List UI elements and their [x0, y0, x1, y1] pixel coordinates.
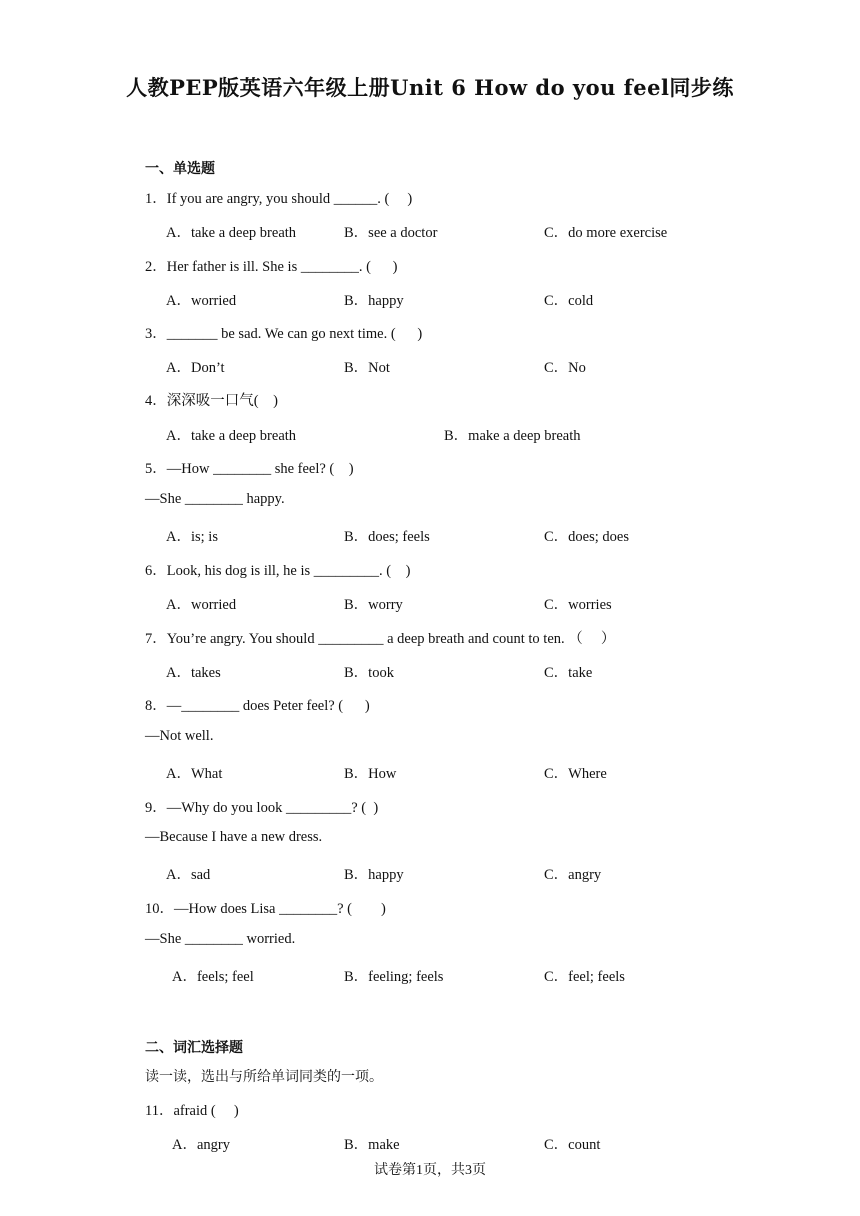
- question-9-line2: —Because I have a new dress.: [145, 829, 323, 845]
- question-8-option-c: C．Where: [544, 766, 607, 782]
- question-6-option-b: B．worry: [344, 597, 403, 613]
- question-3-option-b: B．Not: [344, 360, 390, 376]
- question-2-option-a: A．worried: [166, 293, 237, 309]
- question-2-option-c: C．cold: [544, 293, 594, 309]
- page-footer: 试卷第1页，共3页: [374, 1163, 486, 1178]
- question-2-stem: 2．Her father is ill. She is ________. ( ): [145, 259, 398, 275]
- question-9-option-c: C．angry: [544, 867, 602, 883]
- question-9-option-b: B．happy: [344, 867, 404, 883]
- question-7-stem: 7．You’re angry. You should _________ a deep breath and count to ten. （ ）: [145, 631, 616, 647]
- question-10-line2: —She ________ worried.: [145, 931, 296, 947]
- question-5-option-b: B．does; feels: [344, 529, 430, 545]
- question-1-stem: 1．If you are angry, you should ______. ( ): [145, 191, 413, 207]
- question-4-stem: 4．深深吸一口气( ): [145, 393, 278, 409]
- question-11-stem: 11．afraid ( ): [145, 1103, 239, 1119]
- question-5-option-a: A．is; is: [166, 529, 218, 545]
- question-4-option-b: B．make a deep breath: [444, 428, 581, 444]
- question-11-option-c: C．count: [544, 1137, 601, 1153]
- question-5-line2: —She ________ happy.: [145, 491, 285, 507]
- question-9-stem: 9．—Why do you look _________? ( ): [145, 800, 379, 816]
- question-7-option-c: C．take: [544, 665, 593, 681]
- question-10-stem: 10．—How does Lisa ________? ( ): [145, 901, 386, 917]
- question-8-option-b: B．How: [344, 766, 397, 782]
- question-8-line2: —Not well.: [145, 728, 214, 744]
- question-8-option-a: A．What: [166, 766, 223, 782]
- question-6-option-a: A．worried: [166, 597, 237, 613]
- question-4-option-a: A．take a deep breath: [166, 428, 297, 444]
- question-11-option-a: A．angry: [172, 1137, 230, 1153]
- section-heading-vocabulary: 二、词汇选择题: [145, 1040, 243, 1056]
- question-1-option-a: A．take a deep breath: [166, 225, 297, 241]
- question-6-option-c: C．worries: [544, 597, 612, 613]
- question-11-option-b: B．make: [344, 1137, 400, 1153]
- question-10-option-c: C．feel; feels: [544, 969, 625, 985]
- question-10-option-b: B．feeling; feels: [344, 969, 444, 985]
- question-2-option-b: B．happy: [344, 293, 404, 309]
- question-5-stem: 5．—How ________ she feel? ( ): [145, 461, 354, 477]
- question-3-option-c: C．No: [544, 360, 586, 376]
- question-8-stem: 8．—________ does Peter feel? ( ): [145, 698, 370, 714]
- question-3-stem: 3．_______ be sad. We can go next time. ( ): [145, 326, 423, 342]
- section-heading-single-choice: 一、单选题: [145, 161, 215, 177]
- question-1-option-b: B．see a doctor: [344, 225, 438, 241]
- question-9-option-a: A．sad: [166, 867, 211, 883]
- page-title: 人教PEP版英语六年级上册Unit 6 How do you feel同步练: [126, 75, 734, 100]
- question-1-option-c: C．do more exercise: [544, 225, 668, 241]
- question-6-stem: 6．Look, his dog is ill, he is _________. ( ): [145, 563, 411, 579]
- instruction-text: 读一读，选出与所给单词同类的一项。: [145, 1069, 383, 1085]
- question-3-option-a: A．Don’t: [166, 360, 225, 376]
- question-5-option-c: C．does; does: [544, 529, 629, 545]
- question-10-option-a: A．feels; feel: [172, 969, 254, 985]
- question-7-option-b: B．took: [344, 665, 394, 681]
- question-7-option-a: A．takes: [166, 665, 221, 681]
